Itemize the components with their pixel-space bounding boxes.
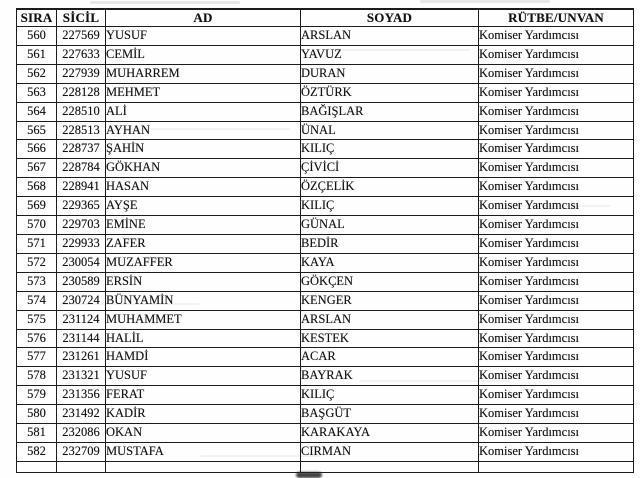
cell-rutbe: Komiser Yardımcısı (479, 424, 634, 443)
cell-soyad: GÜNAL (301, 216, 479, 235)
cell-sicil: 228513 (57, 121, 106, 140)
table-row (17, 45, 634, 64)
cell-ad: EMİNE (106, 216, 301, 235)
table-row (17, 386, 634, 405)
cell-sira (17, 461, 57, 472)
cell-soyad: ÜNAL (301, 121, 479, 140)
cell-rutbe: Komiser Yardımcısı (479, 197, 634, 216)
cell-rutbe: Komiser Yardımcısı (479, 102, 634, 121)
cell-soyad: KAYA (301, 253, 479, 272)
cell-sicil: 231261 (57, 348, 106, 367)
cell-ad: ZAFER (106, 234, 301, 253)
cell-ad: CEMİL (106, 45, 301, 64)
cell-sicil: 227569 (57, 27, 106, 46)
cell-ad: ŞAHİN (106, 140, 301, 159)
cell-sira: 580 (17, 405, 57, 424)
cell-rutbe: Komiser Yardımcısı (479, 83, 634, 102)
scan-artifact (420, 0, 550, 3)
cell-sicil: 227633 (57, 45, 106, 64)
table-row (17, 27, 634, 46)
cell-sicil: 231492 (57, 405, 106, 424)
cell-sicil: 231321 (57, 367, 106, 386)
table-row (17, 291, 634, 310)
cell-soyad: ACAR (301, 348, 479, 367)
table-row (17, 253, 634, 272)
cell-soyad: KENGER (301, 291, 479, 310)
cell-soyad: ÖZTÜRK (301, 83, 479, 102)
cell-ad: MEHMET (106, 83, 301, 102)
cell-ad: FERAT (106, 386, 301, 405)
cell-rutbe: Komiser Yardımcısı (479, 216, 634, 235)
cell-ad: YUSUF (106, 367, 301, 386)
cell-ad (106, 461, 301, 472)
cell-sicil: 232086 (57, 424, 106, 443)
cell-ad: YUSUF (106, 27, 301, 46)
cell-rutbe: Komiser Yardımcısı (479, 386, 634, 405)
cell-soyad: ÖZÇELİK (301, 178, 479, 197)
cell-soyad (301, 461, 479, 472)
cell-rutbe: Komiser Yardımcısı (479, 159, 634, 178)
table-row (17, 272, 634, 291)
cell-sicil: 228941 (57, 178, 106, 197)
cell-soyad: ARSLAN (301, 27, 479, 46)
cell-sira: 563 (17, 83, 57, 102)
cell-ad: KADİR (106, 405, 301, 424)
cell-rutbe: Komiser Yardımcısı (479, 140, 634, 159)
cell-ad: OKAN (106, 424, 301, 443)
cell-ad: AYŞE (106, 197, 301, 216)
cell-sira: 579 (17, 386, 57, 405)
table-row (17, 64, 634, 83)
cell-ad: GÖKHAN (106, 159, 301, 178)
cell-sira: 566 (17, 140, 57, 159)
cell-sicil: 228128 (57, 83, 106, 102)
cell-rutbe: Komiser Yardımcısı (479, 64, 634, 83)
cell-sicil: 231124 (57, 310, 106, 329)
cell-sira: 577 (17, 348, 57, 367)
cell-soyad: BAŞGÜT (301, 405, 479, 424)
cell-sicil (57, 461, 106, 472)
cell-soyad: GÖKÇEN (301, 272, 479, 291)
cell-ad: HALİL (106, 329, 301, 348)
table-row (17, 348, 634, 367)
cell-sira: 573 (17, 272, 57, 291)
cell-sira: 567 (17, 159, 57, 178)
column-header-ad: AD (106, 9, 301, 27)
cell-ad: ERSİN (106, 272, 301, 291)
cell-ad: MUHAMMET (106, 310, 301, 329)
table-row (17, 216, 634, 235)
cell-rutbe: Komiser Yardımcısı (479, 272, 634, 291)
cell-sicil: 228510 (57, 102, 106, 121)
cell-soyad: BEDİR (301, 234, 479, 253)
cell-sira: 572 (17, 253, 57, 272)
cell-sicil: 230589 (57, 272, 106, 291)
cell-ad: MUZAFFER (106, 253, 301, 272)
cell-sicil: 227939 (57, 64, 106, 83)
cell-sicil: 231144 (57, 329, 106, 348)
cell-soyad: KILIÇ (301, 140, 479, 159)
cell-sira: 575 (17, 310, 57, 329)
cell-sicil: 229933 (57, 234, 106, 253)
personnel-table (16, 8, 634, 473)
cell-sira: 564 (17, 102, 57, 121)
cell-sira: 576 (17, 329, 57, 348)
table-row (17, 424, 634, 443)
scan-artifact (90, 1, 240, 4)
cell-sira: 565 (17, 121, 57, 140)
table-row (17, 197, 634, 216)
cell-sicil: 229703 (57, 216, 106, 235)
cell-rutbe: Komiser Yardımcısı (479, 253, 634, 272)
cell-rutbe: Komiser Yardımcısı (479, 442, 634, 461)
cell-rutbe: Komiser Yardımcısı (479, 27, 634, 46)
column-header-sicil: SİCİL (57, 9, 106, 27)
table-row (17, 140, 634, 159)
cell-ad: ALİ (106, 102, 301, 121)
cell-soyad: KILIÇ (301, 197, 479, 216)
cell-ad: HASAN (106, 178, 301, 197)
cell-rutbe: Komiser Yardımcısı (479, 405, 634, 424)
cell-soyad: DURAN (301, 64, 479, 83)
cell-rutbe: Komiser Yardımcısı (479, 234, 634, 253)
cell-soyad: KARAKAYA (301, 424, 479, 443)
table-row (17, 310, 634, 329)
table-row (17, 405, 634, 424)
column-header-rutbe: RÜTBE/UNVAN (479, 9, 634, 27)
cell-sicil: 228737 (57, 140, 106, 159)
cell-ad: BÜNYAMİN (106, 291, 301, 310)
table-row (17, 329, 634, 348)
cell-ad: AYHAN (106, 121, 301, 140)
cell-soyad: BAĞIŞLAR (301, 102, 479, 121)
cell-rutbe: Komiser Yardımcısı (479, 45, 634, 64)
cell-ad: MUSTAFA (106, 442, 301, 461)
cell-sicil: 230054 (57, 253, 106, 272)
cell-rutbe: Komiser Yardımcısı (479, 310, 634, 329)
cell-sira: 570 (17, 216, 57, 235)
cell-soyad: ARSLAN (301, 310, 479, 329)
cell-sicil: 232709 (57, 442, 106, 461)
table-row (17, 442, 634, 461)
cell-sira: 578 (17, 367, 57, 386)
cell-sira: 571 (17, 234, 57, 253)
cell-soyad: KESTEK (301, 329, 479, 348)
cell-sicil: 228784 (57, 159, 106, 178)
table-row (17, 159, 634, 178)
table-row (17, 178, 634, 197)
cell-sicil: 230724 (57, 291, 106, 310)
cell-rutbe (479, 461, 634, 472)
cell-soyad: YAVUZ (301, 45, 479, 64)
cell-sicil: 231356 (57, 386, 106, 405)
table-header (17, 9, 634, 27)
column-header-soyad: SOYAD (301, 9, 479, 27)
cell-rutbe: Komiser Yardımcısı (479, 121, 634, 140)
cell-soyad: BAYRAK (301, 367, 479, 386)
cell-rutbe: Komiser Yardımcısı (479, 178, 634, 197)
cell-sira: 562 (17, 64, 57, 83)
cell-ad: HAMDİ (106, 348, 301, 367)
column-header-sira: SIRA (17, 9, 57, 27)
cell-sira: 582 (17, 442, 57, 461)
table-row (17, 121, 634, 140)
cell-soyad: ÇİVİCİ (301, 159, 479, 178)
cell-sira: 561 (17, 45, 57, 64)
cell-rutbe: Komiser Yardımcısı (479, 291, 634, 310)
cell-rutbe: Komiser Yardımcısı (479, 329, 634, 348)
cell-soyad: KILIÇ (301, 386, 479, 405)
table-row (17, 102, 634, 121)
table-body (17, 27, 634, 473)
table-row (17, 234, 634, 253)
partial-table-row (17, 461, 634, 472)
cell-rutbe: Komiser Yardımcısı (479, 367, 634, 386)
cell-sicil: 229365 (57, 197, 106, 216)
cell-rutbe: Komiser Yardımcısı (479, 348, 634, 367)
table-row (17, 83, 634, 102)
header-row (17, 9, 634, 27)
cell-sira: 568 (17, 178, 57, 197)
cell-sira: 574 (17, 291, 57, 310)
cell-sira: 581 (17, 424, 57, 443)
cell-sira: 560 (17, 27, 57, 46)
cell-ad: MUHARREM (106, 64, 301, 83)
cell-soyad: CIRMAN (301, 442, 479, 461)
ink-smudge-artifact (296, 472, 322, 478)
cell-sira: 569 (17, 197, 57, 216)
table-row (17, 367, 634, 386)
